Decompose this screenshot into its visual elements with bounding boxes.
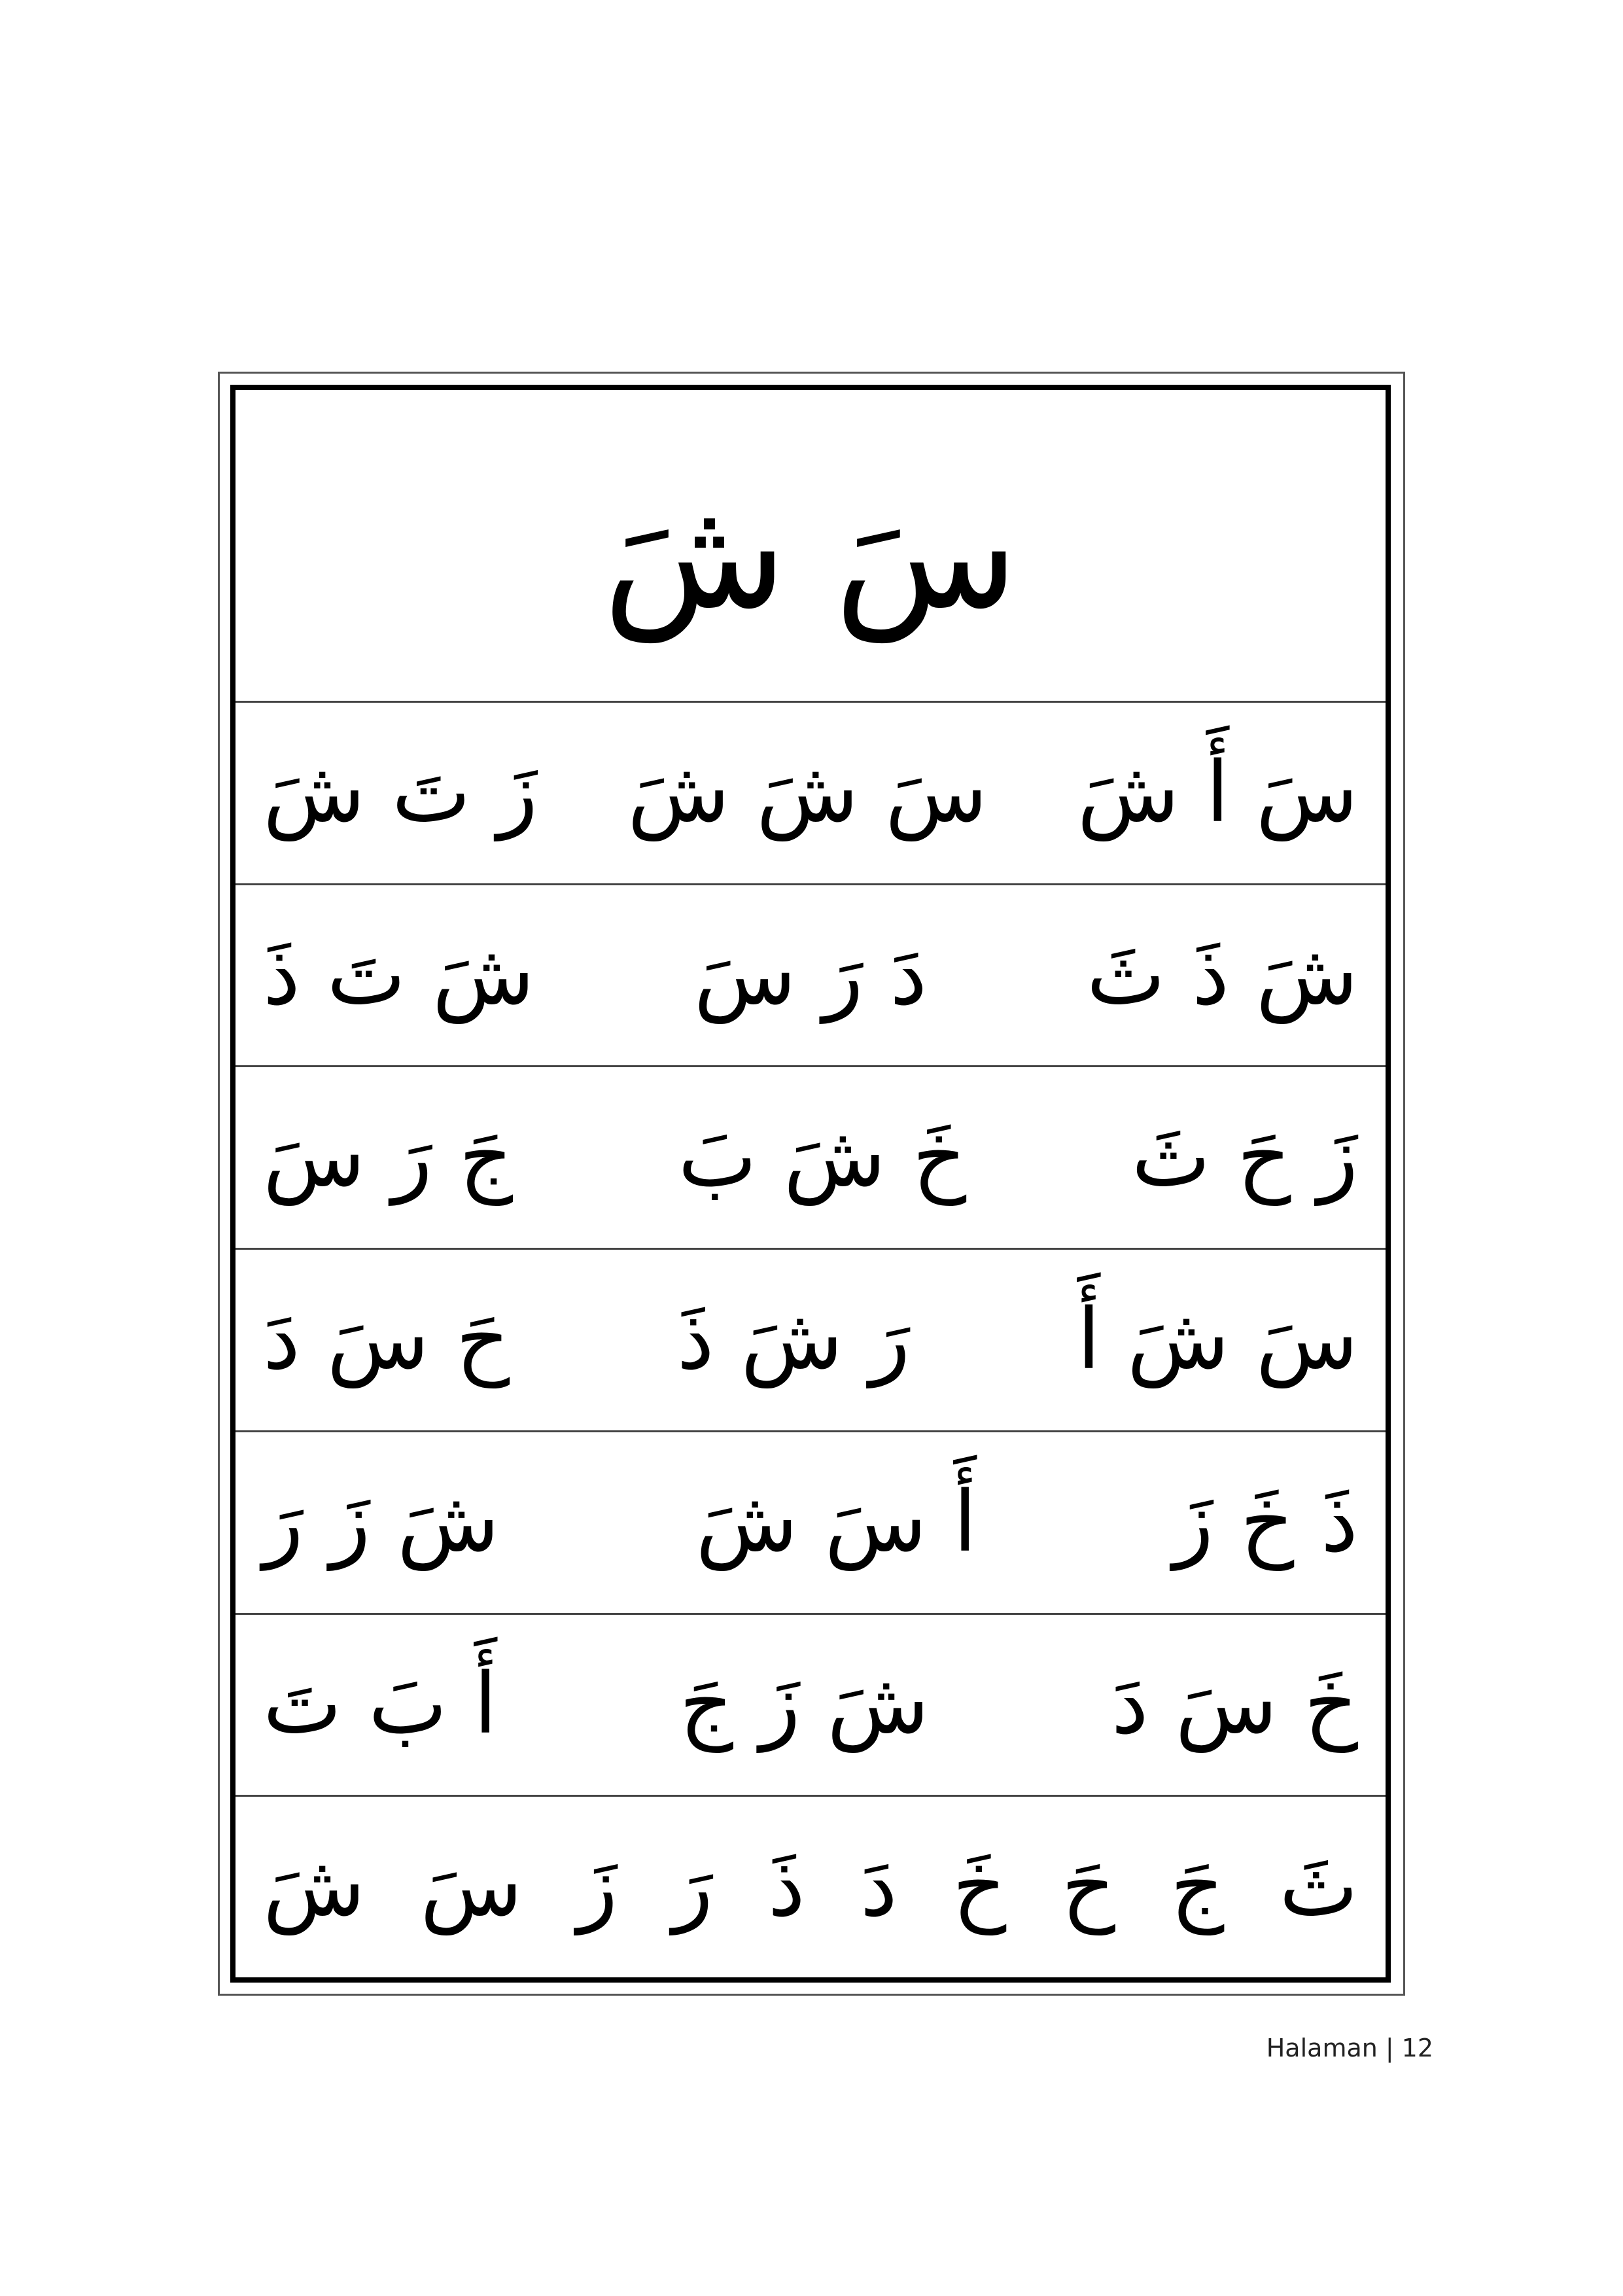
- page-footer: [1266, 2034, 1433, 2062]
- word-cell: أَ بَ تَ: [263, 1655, 497, 1754]
- word-cell: شَ زَ رَ: [263, 1473, 500, 1571]
- letter-cell: دَ: [860, 1838, 898, 1936]
- letter-table: [230, 385, 1391, 1983]
- word-cell: زَ تَ شَ: [263, 743, 538, 841]
- footer-label: Halaman: [1266, 2034, 1378, 2062]
- word-cell: شَ تَ ذَ: [263, 926, 535, 1024]
- word-cell: ذَ خَ زَ: [1173, 1473, 1358, 1571]
- table-row: [236, 1432, 1386, 1615]
- table-row: [236, 1067, 1386, 1250]
- word-cell: خَ شَ بَ: [678, 1108, 967, 1207]
- letter-cell: زَ: [577, 1838, 618, 1936]
- word-cell: زَ حَ ثَ: [1131, 1108, 1358, 1207]
- letter-cell: ذَ: [767, 1838, 805, 1936]
- letter-cell: سَ: [420, 1838, 523, 1936]
- table-row: [236, 885, 1386, 1068]
- table-row: [236, 1250, 1386, 1432]
- letter-cell: ثَ: [1279, 1838, 1358, 1936]
- word-cell: سَ شَ شَ: [627, 743, 988, 841]
- letter-cell: حَ: [1061, 1838, 1115, 1936]
- word-cell: خَ سَ دَ: [1111, 1655, 1358, 1754]
- word-cell: شَ زَ جَ: [679, 1655, 930, 1754]
- word-cell: جَ رَ سَ: [263, 1108, 514, 1207]
- title-cell: [236, 390, 1386, 703]
- letter-cell: شَ: [263, 1838, 366, 1936]
- word-cell: حَ سَ دَ: [263, 1291, 510, 1389]
- word-cell: شَ ذَ ثَ: [1086, 926, 1358, 1024]
- letter-cell: خَ: [952, 1838, 1007, 1936]
- page-number: 12: [1401, 2034, 1433, 2062]
- word-cell: أَ سَ شَ: [695, 1473, 977, 1571]
- letter-cell: جَ: [1170, 1838, 1225, 1936]
- word-cell: دَ رَ سَ: [693, 926, 928, 1024]
- footer-separator: |: [1385, 2034, 1394, 2062]
- table-row: [236, 1615, 1386, 1797]
- table-row: [236, 703, 1386, 885]
- word-cell: رَ شَ ذَ: [676, 1291, 911, 1389]
- page-title: سَ شَ: [602, 467, 1019, 643]
- letter-cell: رَ: [672, 1838, 713, 1936]
- word-cell: سَ شَ أَ: [1077, 1291, 1358, 1389]
- word-cell: سَ أَ شَ: [1077, 743, 1358, 841]
- table-row-letters: [236, 1797, 1386, 1977]
